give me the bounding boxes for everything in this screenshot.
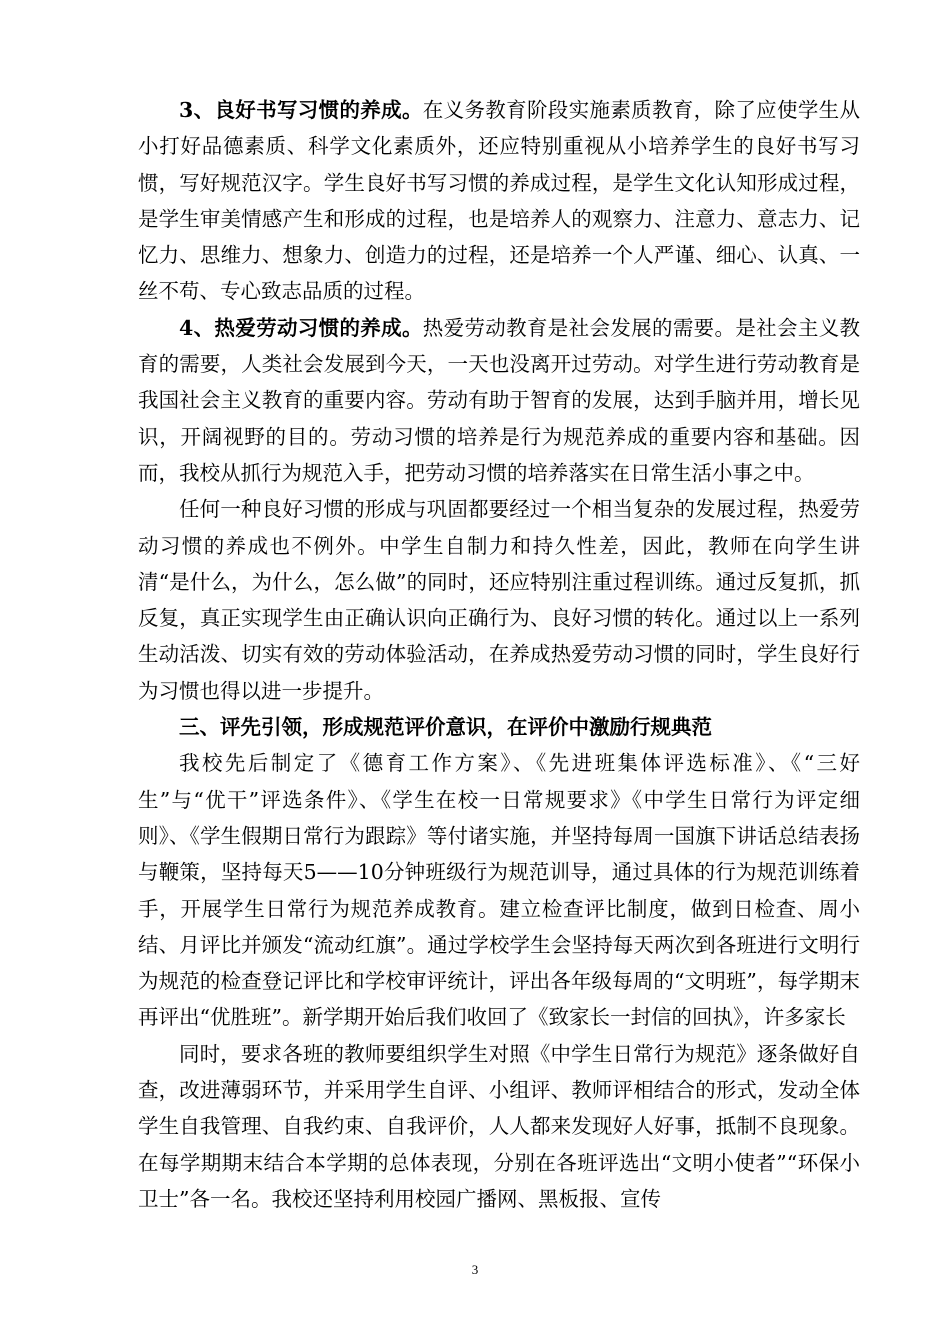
page-number: 3 xyxy=(471,1262,479,1277)
section-heading: 三、评先引领，形成规范评价意识，在评价中激励行规典范 xyxy=(179,715,712,740)
paragraph-lead: 4、热爱劳动习惯的养成。 xyxy=(179,315,423,340)
paragraph-evaluation-rules xyxy=(138,745,860,1035)
paragraph-text: 在义务教育阶段实施素质教育，除了应使学生从小打好品德素质、科学文化素质外，还应特别重视从小培养学生的良好书写习惯，写好规范汉字。学生良好书写习惯的养成过程，是学生文化认知形成过程，是学生审美情感产生和形成的过程，也是培养人的观察力、注意力、意志力、记忆力、思维力、想象力、创造力的过程，还是培养一个人严谨、细心、认真、一丝不苟、专心致志品质的过程。 xyxy=(138,98,861,304)
paragraph-habit-formation xyxy=(138,491,860,709)
paragraph-labor-habit xyxy=(138,310,860,491)
paragraph-self-check xyxy=(138,1036,860,1217)
page-body xyxy=(138,92,860,1217)
paragraph-text: 同时，要求各班的教师要组织学生对照《中学生日常行为规范》逐条做好自查，改进薄弱环节，并采用学生自评、小组评、教师评相结合的形式，发动全体学生自我管理、自我约束、自我评价，人人都来发现好人好事，抵制不良现象。在每学期期末结合本学期的总体表现，分别在各班评选出“文明小使者”“环保小卫士”各一名。我校还坚持利用校园广播网、黑板报、宣传 xyxy=(138,1041,860,1211)
paragraph-text: 热爱劳动教育是社会发展的需要。是社会主义教育的需要，人类社会发展到今天，一天也没离开过劳动。对学生进行劳动教育是我国社会主义教育的重要内容。劳动有助于智育的发展，达到手脑并用，增长见识，开阔视野的目的。劳动习惯的培养是行为规范养成的重要内容和基础。因而，我校从抓行为规范入手，把劳动习惯的培养落实在日常生活小事之中。 xyxy=(138,315,861,485)
paragraph-text: 我校先后制定了《德育工作方案》、《先进班集体评选标准》、《“三好生”与“优干”评选条件》、《学生在校一日常规要求》《中学生日常行为评定细则》、《学生假期日常行为跟踪》等付诸实施，并坚持每周一国旗下讲话总结表扬与鞭策，坚持每天5——10分钟班级行为规范训导，通过具体的行为规范训练着手，开展学生日常行为规范养成教育。建立检查评比制度，做到日检查、周小结、月评比并颁发“流动红旗”。通过学校学生会坚持每天两次到各班进行文明行为规范的检查登记评比和学校审评统计，评出各年级每周的“文明班”，每学期末再评出“优胜班”。新学期开始后我们收回了《致家长一封信的回执》，许多家长 xyxy=(138,751,860,1030)
paragraph-lead: 3、良好书写习惯的养成。 xyxy=(179,98,423,122)
paragraph-text: 任何一种良好习惯的形成与巩固都要经过一个相当复杂的发展过程，热爱劳动习惯的养成也不例外。中学生自制力和持久性差，因此，教师在向学生讲清“是什么，为什么，怎么做”的同时，还应特别注重过程训练。通过反复抓，抓反复，真正实现学生由正确认识向正确行为、良好习惯的转化。通过以上一系列生动活泼、切实有效的劳动体验活动，在养成热爱劳动习惯的同时，学生良好行为习惯也得以进一步提升。 xyxy=(138,497,860,703)
paragraph-writing-habit xyxy=(138,92,860,310)
